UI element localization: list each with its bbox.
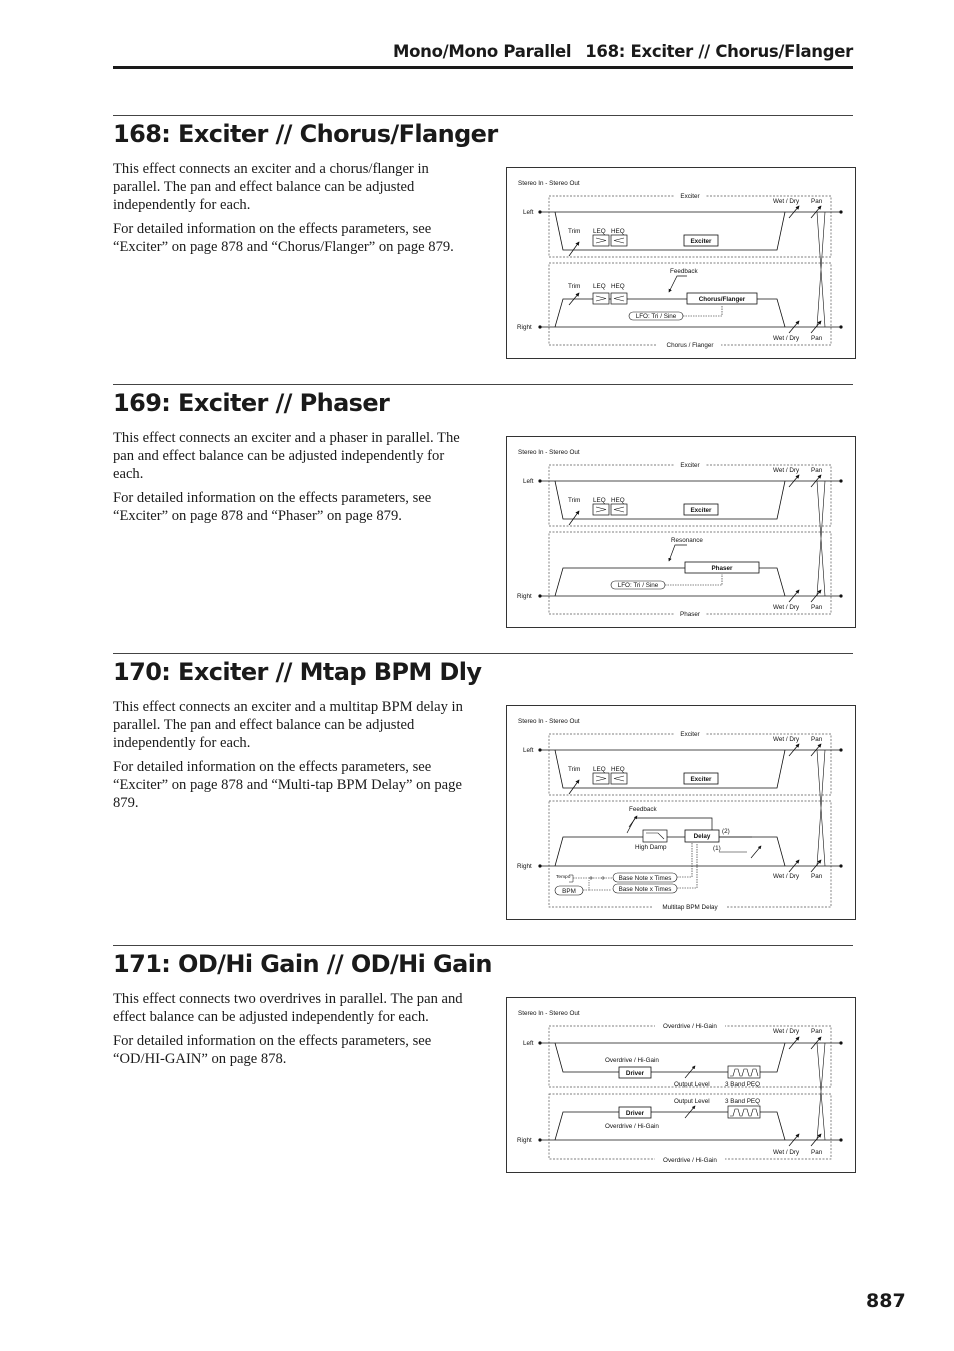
svg-text:LEQ: LEQ (593, 283, 606, 290)
svg-text:Resonance: Resonance (671, 537, 703, 544)
leq-filter-icon (593, 504, 609, 515)
svg-text:Wet / Dry: Wet / Dry (773, 198, 800, 205)
paragraph: This effect connects an exciter and a multitap BPM delay in parallel. The pan and effect balance can be adjusted independently for each. (113, 699, 463, 751)
svg-text:Exciter: Exciter (680, 462, 700, 469)
block-diagram-171 (506, 997, 856, 1173)
svg-text:3 Band PEQ: 3 Band PEQ (725, 1081, 761, 1088)
svg-text:Stereo In - Stereo Out: Stereo In - Stereo Out (518, 1010, 580, 1017)
svg-text:Driver: Driver (625, 1110, 645, 1117)
svg-text:Left: Left (523, 1040, 534, 1047)
svg-text:Feedback: Feedback (629, 806, 657, 813)
tap-level-knob-icon (751, 846, 761, 858)
svg-text:Exciter: Exciter (690, 776, 712, 783)
paragraph: This effect connects two overdrives in parallel. The pan and effect balance can be adjusted independently for each. (113, 991, 463, 1025)
header-current-effect: 168: Exciter // Chorus/Flanger (585, 42, 853, 61)
pan-crossover (817, 750, 825, 866)
paragraph: For detailed information on the effects parameters, see “OD/HI-GAIN” on page 878. (113, 1033, 432, 1067)
section-rule-168 (113, 115, 853, 116)
svg-text:HEQ: HEQ (611, 283, 625, 290)
svg-text:Wet / Dry: Wet / Dry (773, 1028, 800, 1035)
svg-text:(1): (1) (713, 845, 721, 852)
svg-text:Pan: Pan (811, 467, 823, 474)
svg-text:BPM: BPM (562, 888, 576, 895)
svg-text:3 Band PEQ: 3 Band PEQ (725, 1098, 761, 1105)
svg-text:HEQ: HEQ (611, 766, 625, 773)
section-rule-171 (113, 945, 853, 946)
svg-text:Delay: Delay (693, 833, 711, 840)
svg-text:Right: Right (517, 1137, 532, 1144)
paragraph: For detailed information on the effects parameters, see “Exciter” on page 878 and “Chorus/Flanger” on page 879. (113, 221, 454, 255)
delay-section-box (549, 801, 831, 907)
leq-filter-icon (593, 773, 609, 784)
section-body-170 (113, 698, 465, 818)
svg-text:Pan: Pan (811, 604, 823, 611)
svg-text:Overdrive / Hi-Gain: Overdrive / Hi-Gain (605, 1057, 659, 1064)
svg-text:Pan: Pan (811, 335, 823, 342)
svg-text:Base Note x Times: Base Note x Times (618, 886, 672, 893)
svg-text:Trim: Trim (568, 497, 581, 504)
exciter-section-box (549, 465, 831, 526)
heq-filter-icon (611, 235, 627, 246)
svg-text:Trim: Trim (568, 228, 581, 235)
svg-text:Trim: Trim (568, 283, 581, 290)
section-title-170: 170: Exciter // Mtap BPM Dly (113, 658, 482, 686)
section-title-171: 171: OD/Hi Gain // OD/Hi Gain (113, 950, 492, 978)
svg-text:Exciter: Exciter (680, 731, 700, 738)
svg-text:LFO: Tri / Sine: LFO: Tri / Sine (617, 582, 659, 589)
paragraph: This effect connects an exciter and a chorus/flanger in parallel. The pan and effect balance can be adjusted independently for each. (113, 161, 429, 213)
svg-text:Overdrive / Hi-Gain: Overdrive / Hi-Gain (663, 1157, 717, 1164)
left-label: Left (523, 209, 534, 216)
header-category: Mono/Mono Parallel (392, 42, 572, 61)
svg-text:High Damp: High Damp (635, 844, 667, 851)
svg-text:Driver: Driver (625, 1070, 645, 1077)
trim-knob-icon (569, 242, 579, 256)
svg-text:Exciter: Exciter (690, 238, 712, 245)
svg-text:Output Level: Output Level (674, 1098, 710, 1105)
svg-text:Exciter: Exciter (690, 507, 712, 514)
svg-text:Pan: Pan (811, 1028, 823, 1035)
exciter-section-box (549, 196, 831, 257)
paragraph: For detailed information on the effects parameters, see “Exciter” on page 878 and “Phaser” on page 879. (113, 490, 432, 524)
svg-text:LFO: Tri / Sine: LFO: Tri / Sine (635, 313, 677, 320)
svg-text:LEQ: LEQ (593, 766, 606, 773)
svg-text:LEQ: LEQ (593, 228, 606, 235)
svg-text:Base Note x Times: Base Note x Times (618, 875, 672, 882)
block-diagram-170 (506, 705, 856, 920)
pan-crossover (817, 481, 825, 596)
svg-text:Pan: Pan (811, 873, 823, 880)
svg-text:Feedback: Feedback (670, 268, 698, 275)
header-rule (113, 66, 853, 69)
feedback-knob-icon (629, 816, 637, 827)
svg-text:Right: Right (517, 593, 532, 600)
svg-text:Right: Right (517, 863, 532, 870)
svg-text:Pan: Pan (811, 736, 823, 743)
svg-text:(2): (2) (722, 828, 730, 835)
svg-text:Pan: Pan (811, 198, 823, 205)
high-damp-filter-icon (643, 830, 667, 842)
pan-crossover (817, 212, 825, 327)
svg-text:HEQ: HEQ (611, 228, 625, 235)
svg-text:Left: Left (523, 478, 534, 485)
od-upper-section-box (549, 1026, 831, 1087)
svg-text:Wet / Dry: Wet / Dry (773, 736, 800, 743)
svg-text:LEQ: LEQ (593, 497, 606, 504)
section-rule-170 (113, 653, 853, 654)
svg-text:Pan: Pan (811, 1149, 823, 1156)
section-title-168: 168: Exciter // Chorus/Flanger (113, 120, 498, 148)
paragraph: This effect connects an exciter and a phaser in parallel. The pan and effect balance can be adjusted independently for each. (113, 430, 460, 482)
section-body-171 (113, 990, 465, 1074)
section-title-169: 169: Exciter // Phaser (113, 389, 390, 417)
svg-text:Tempo: Tempo (556, 875, 571, 880)
trim-knob-icon (569, 780, 579, 794)
svg-text:Wet / Dry: Wet / Dry (773, 335, 800, 342)
svg-text:Trim: Trim (568, 766, 581, 773)
svg-text:Overdrive / Hi-Gain: Overdrive / Hi-Gain (663, 1023, 717, 1030)
svg-text:Wet / Dry: Wet / Dry (773, 604, 800, 611)
running-header (393, 42, 853, 61)
block-diagram-168 (506, 167, 856, 359)
io-label: Stereo In - Stereo Out (518, 180, 580, 187)
section-body-168 (113, 160, 465, 262)
heq-filter-icon (611, 773, 627, 784)
exciter-section-box (549, 734, 831, 795)
feedback-path (669, 276, 687, 292)
svg-text:Wet / Dry: Wet / Dry (773, 467, 800, 474)
page-number: 887 (866, 1290, 906, 1312)
heq-filter-icon (611, 504, 627, 515)
chorus-section-label: Chorus / Flanger (666, 342, 714, 349)
exciter-section-label: Exciter (680, 193, 700, 200)
svg-text:Multitap BPM Delay: Multitap BPM Delay (662, 904, 718, 911)
pan-crossover (817, 1043, 825, 1140)
svg-text:Phaser: Phaser (711, 565, 733, 572)
svg-text:Stereo In - Stereo Out: Stereo In - Stereo Out (518, 449, 580, 456)
trim-knob-icon (569, 511, 579, 525)
svg-text:Stereo In - Stereo Out: Stereo In - Stereo Out (518, 718, 580, 725)
section-rule-169 (113, 384, 853, 385)
svg-text:Chorus/Flanger: Chorus/Flanger (698, 296, 746, 303)
svg-text:Wet / Dry: Wet / Dry (773, 1149, 800, 1156)
svg-text:Left: Left (523, 747, 534, 754)
svg-text:Wet / Dry: Wet / Dry (773, 873, 800, 880)
block-diagram-169 (506, 436, 856, 628)
svg-text:Output Level: Output Level (674, 1081, 710, 1088)
resonance-path (669, 545, 687, 561)
section-body-169 (113, 429, 465, 531)
svg-text:Phaser: Phaser (680, 611, 700, 618)
paragraph: For detailed information on the effects parameters, see “Exciter” on page 878 and “Multi-tap BPM Delay” on page 879. (113, 759, 462, 811)
svg-text:HEQ: HEQ (611, 497, 625, 504)
leq-filter-icon (593, 235, 609, 246)
right-label: Right (517, 324, 532, 331)
svg-text:Overdrive / Hi-Gain: Overdrive / Hi-Gain (605, 1123, 659, 1130)
